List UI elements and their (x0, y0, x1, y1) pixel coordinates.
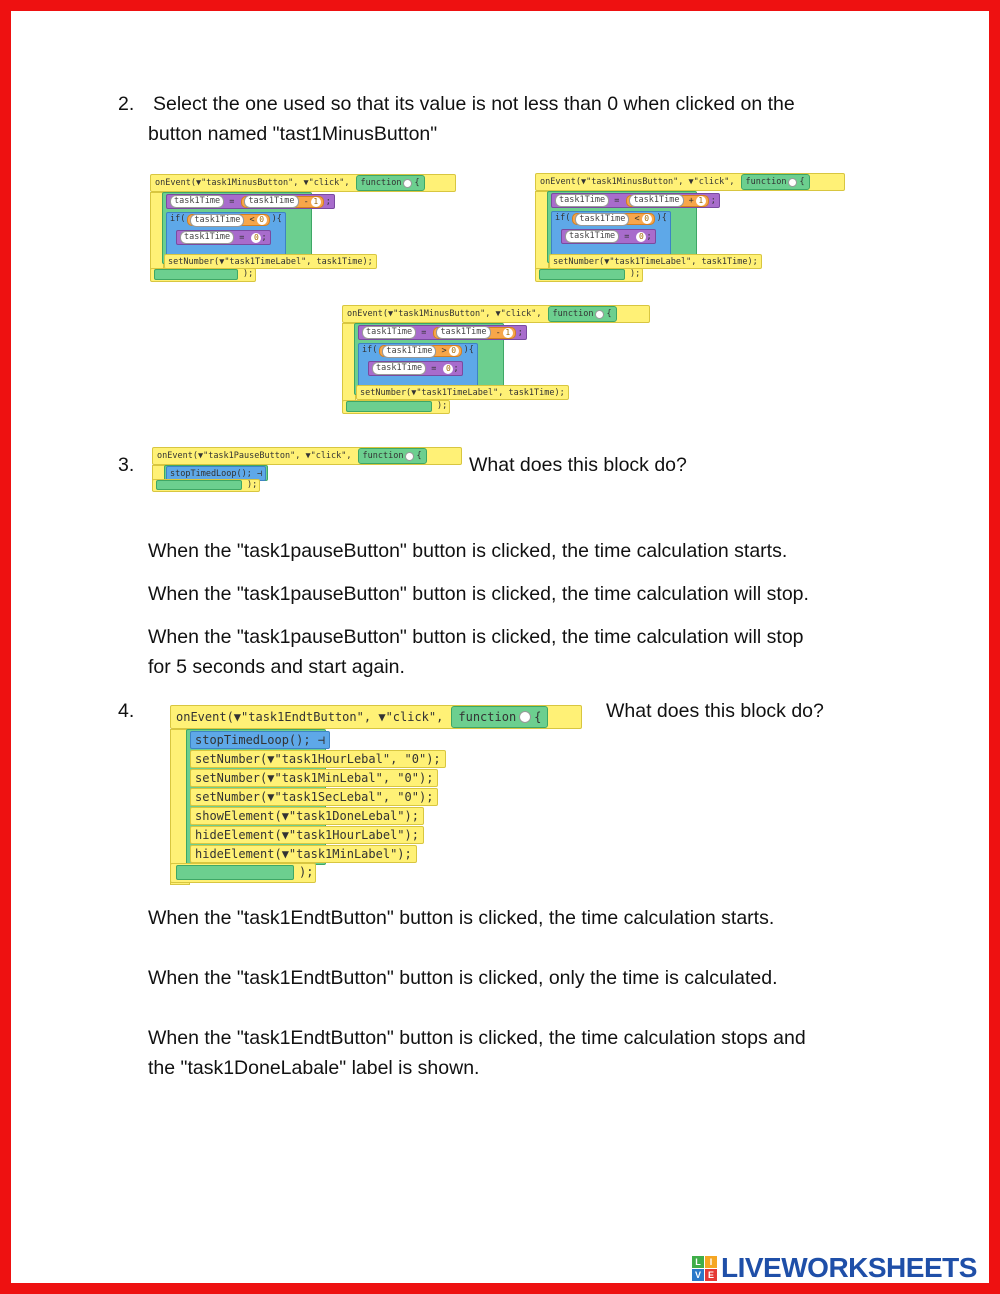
function-block: function { (356, 175, 425, 191)
hideelement-hour-block (190, 826, 424, 844)
footer-green (539, 269, 625, 280)
inner-assign-block: task1Time = 0 ; (368, 361, 463, 376)
number-chip: 0 (257, 215, 267, 225)
event-type: "click" (500, 309, 537, 319)
setnumber-sec-block (190, 788, 438, 806)
comma: , (691, 256, 697, 267)
function-keyword: function (458, 710, 517, 724)
if-keyword: if( (555, 213, 571, 223)
close-paren: ); (299, 865, 314, 879)
compare-expr (572, 213, 654, 225)
var-chip: task1Time (372, 362, 426, 375)
comma: , (485, 309, 491, 319)
close-paren: ); (747, 256, 758, 267)
assign-block: task1Time = task1Time + 1 ; (551, 193, 720, 208)
comma: , (536, 309, 542, 319)
if-keyword: if( (362, 345, 378, 355)
q2-option-c-block[interactable] (340, 302, 655, 418)
close-paren: ); (554, 387, 565, 398)
comma: , (344, 178, 350, 188)
showelement-block (190, 807, 424, 825)
equals: = (614, 195, 620, 206)
statement: showElement(▼"task1DoneLebal"); (195, 809, 419, 823)
number-chip: 0 (642, 214, 652, 224)
setnumber-keyword: setNumber( (553, 256, 605, 267)
comma: , (436, 710, 444, 724)
param-knob (405, 452, 414, 461)
comma: , (306, 256, 312, 267)
event-type: "click" (308, 178, 345, 188)
event-header (150, 174, 456, 192)
compare-expr (187, 214, 269, 226)
onevent-keyword: onEvent( (176, 710, 234, 724)
comma: , (363, 710, 372, 724)
event-type: "click" (385, 710, 437, 724)
var-chip: task1Time (382, 345, 436, 358)
param-knob (403, 179, 412, 188)
equals: = (239, 232, 245, 243)
q2-option-b-block[interactable] (533, 170, 848, 286)
q2-option-a-block[interactable] (148, 170, 463, 286)
math-expr (433, 327, 515, 339)
q3-prompt: What does this block do? (469, 454, 687, 476)
q3-option-3-line1[interactable]: When the "task1pauseButton" button is clicked, the time calculation will stop (148, 626, 804, 648)
var-chip: task1Time (436, 326, 490, 339)
comma: , (729, 177, 735, 187)
number-chip: 1 (696, 196, 706, 206)
function-block: function { (741, 174, 810, 190)
liveworksheets-logo (692, 1252, 977, 1284)
logo-letter: E (705, 1269, 717, 1281)
q4-number: 4. (118, 700, 135, 722)
math-expr (241, 196, 323, 208)
statement: stopTimedLoop(); (195, 733, 311, 747)
var-chip: task1Time (565, 230, 619, 243)
close-paren: ); (437, 401, 448, 411)
logo-mark-icon (692, 1256, 717, 1281)
dropdown-icon: ▼ (378, 710, 386, 724)
dropdown-icon: ▼ (688, 177, 694, 187)
param-knob (595, 310, 604, 319)
event-type: "click" (693, 177, 730, 187)
dropdown-icon: ▼ (411, 387, 417, 398)
equals: = (229, 196, 235, 207)
label-id: "task1TimeLabel" (416, 387, 499, 398)
setnumber-keyword: setNumber( (360, 387, 412, 398)
dropdown-icon: ▼ (197, 451, 204, 461)
dropdown-icon: ▼ (387, 309, 394, 319)
statement: setNumber(▼"task1SecLebal", "0"); (195, 790, 434, 804)
event-type: "click" (310, 451, 347, 461)
onevent-keyword: onEvent( (540, 177, 581, 187)
brand-name: LIVEWORKSHEETS (721, 1252, 977, 1283)
close-paren: ); (630, 269, 641, 279)
comma: , (295, 451, 301, 461)
var-chip: task1Time (180, 231, 234, 244)
equals: = (624, 231, 630, 242)
function-keyword: function (360, 178, 402, 188)
assign-block: task1Time = task1Time - 1 ; (358, 325, 527, 340)
equals: = (431, 363, 437, 374)
setnumber-min-block (190, 769, 438, 787)
dropdown-icon: ▼ (195, 178, 202, 188)
comma: , (498, 387, 504, 398)
close-paren: ); (362, 256, 373, 267)
q4-code-block (168, 700, 588, 890)
footer-green (176, 865, 294, 880)
inner-assign-block: task1Time = 0 ; (561, 229, 656, 244)
q2-prompt-line2: button named "tast1MinusButton" (148, 123, 438, 145)
statement: setNumber(▼"task1HourLebal", "0"); (195, 752, 441, 766)
onevent-keyword: onEvent( (157, 451, 198, 461)
label-id: "task1TimeLabel" (224, 256, 307, 267)
function-block: function { (358, 448, 427, 464)
dropdown-icon: ▼ (604, 256, 610, 267)
q4-option-3-line1[interactable]: When the "task1EndtButton" button is clicked, the time calculation stops and (148, 1027, 806, 1049)
dropdown-icon: ▼ (219, 256, 225, 267)
logo-letter: V (692, 1269, 704, 1281)
footer-green (154, 269, 238, 280)
dropdown-icon: ▼ (303, 178, 309, 188)
comma: , (678, 177, 684, 187)
q4-option-3-line2[interactable]: the "task1DoneLabale" label is shown. (148, 1057, 480, 1079)
number-chip: 0 (449, 346, 459, 356)
function-block: function { (451, 706, 548, 728)
param-knob (519, 711, 531, 723)
logo-letter: I (705, 1256, 717, 1268)
q3-code-block (150, 444, 466, 496)
event-target: "task1MinusButton" (393, 309, 486, 319)
setnumber-block (549, 254, 762, 269)
logo-letter: L (692, 1256, 704, 1268)
statement: hideElement(▼"task1MinLabel"); (195, 847, 412, 861)
onevent-keyword: onEvent( (155, 178, 196, 188)
function-keyword: function (362, 451, 404, 461)
close-paren: ); (243, 269, 254, 279)
if-block: if( task1Time < 0 ){ (166, 212, 286, 258)
event-header (152, 447, 462, 465)
compare-expr (379, 345, 461, 357)
event-target: "task1PauseButton" (203, 451, 296, 461)
q4-prompt: What does this block do? (606, 700, 824, 722)
var-chip: task1Time (575, 213, 629, 226)
function-keyword: function (745, 177, 787, 187)
var-chip: task1Time (170, 195, 224, 208)
var-name: task1Time (316, 256, 363, 267)
number-chip: 0 (443, 364, 453, 374)
comma: , (293, 178, 299, 188)
var-chip: task1Time (244, 195, 298, 208)
math-op: + (688, 195, 694, 206)
number-chip: 0 (251, 233, 261, 243)
setnumber-block (164, 254, 377, 269)
math-expr (626, 195, 708, 207)
q3-option-3-line2[interactable]: for 5 seconds and start again. (148, 656, 405, 678)
q2-prompt-line1: Select the one used so that its value is not less than 0 when clicked on the (153, 93, 795, 115)
setnumber-hour-block (190, 750, 446, 768)
footer-green (346, 401, 432, 412)
label-id: "task1TimeLabel" (609, 256, 692, 267)
if-block: if( task1Time > 0 ){ (358, 343, 478, 389)
var-name: task1Time (701, 256, 748, 267)
q3-option-1[interactable]: When the "task1pauseButton" button is clicked, the time calculation starts. (148, 540, 788, 562)
q4-option-1[interactable]: When the "task1EndtButton" button is clicked, the time calculation starts. (148, 907, 775, 929)
event-header (535, 173, 845, 191)
dropdown-icon: ▼ (495, 309, 501, 319)
onevent-keyword: onEvent( (347, 309, 388, 319)
compare-op: < (249, 215, 255, 225)
event-header (342, 305, 650, 323)
event-target: "task1MinusButton" (201, 178, 294, 188)
q3-option-2[interactable]: When the "task1pauseButton" button is clicked, the time calculation will stop. (148, 583, 809, 605)
stoptimedloop-block: stopTimedLoop(); ⊣ (190, 731, 330, 749)
statement: stopTimedLoop(); (170, 468, 252, 479)
var-name: task1Time (508, 387, 555, 398)
function-keyword: function (552, 309, 594, 319)
inner-assign-block: task1Time = 0 ; (176, 230, 271, 245)
event-header (170, 705, 582, 729)
footer-green (156, 480, 242, 490)
event-target: "task1MinusButton" (586, 177, 679, 187)
compare-op: > (441, 346, 447, 356)
math-op: - (495, 327, 501, 338)
setnumber-block (356, 385, 569, 400)
assign-block: task1Time = task1Time - 1 ; (166, 194, 335, 209)
statement: hideElement(▼"task1HourLabel"); (195, 828, 419, 842)
q3-number: 3. (118, 454, 135, 476)
compare-op: < (634, 214, 640, 224)
dropdown-icon: ▼ (305, 451, 311, 461)
dropdown-icon: ▼ (580, 177, 587, 187)
number-chip: 0 (636, 232, 646, 242)
var-chip: task1Time (555, 194, 609, 207)
event-target: "task1EndtButton" (241, 710, 364, 724)
var-chip: task1Time (190, 214, 244, 227)
q4-option-2[interactable]: When the "task1EndtButton" button is clicked, only the time is calculated. (148, 967, 778, 989)
stoptimedloop-block: stopTimedLoop(); ⊣ (166, 466, 266, 481)
hideelement-min-block (190, 845, 417, 863)
number-chip: 1 (503, 328, 513, 338)
var-chip: task1Time (629, 194, 683, 207)
if-keyword: if( (170, 214, 186, 224)
param-knob (788, 178, 797, 187)
statement: setNumber(▼"task1MinLebal", "0"); (195, 771, 434, 785)
number-chip: 1 (311, 197, 321, 207)
dropdown-icon: ▼ (233, 710, 242, 724)
setnumber-keyword: setNumber( (168, 256, 220, 267)
q2-number: 2. (118, 93, 135, 115)
equals: = (421, 327, 427, 338)
var-chip: task1Time (362, 326, 416, 339)
function-block: function { (548, 306, 617, 322)
comma: , (346, 451, 352, 461)
if-block: if( task1Time < 0 ){ (551, 211, 671, 257)
math-op: - (303, 196, 309, 207)
close-paren: ); (247, 480, 258, 490)
